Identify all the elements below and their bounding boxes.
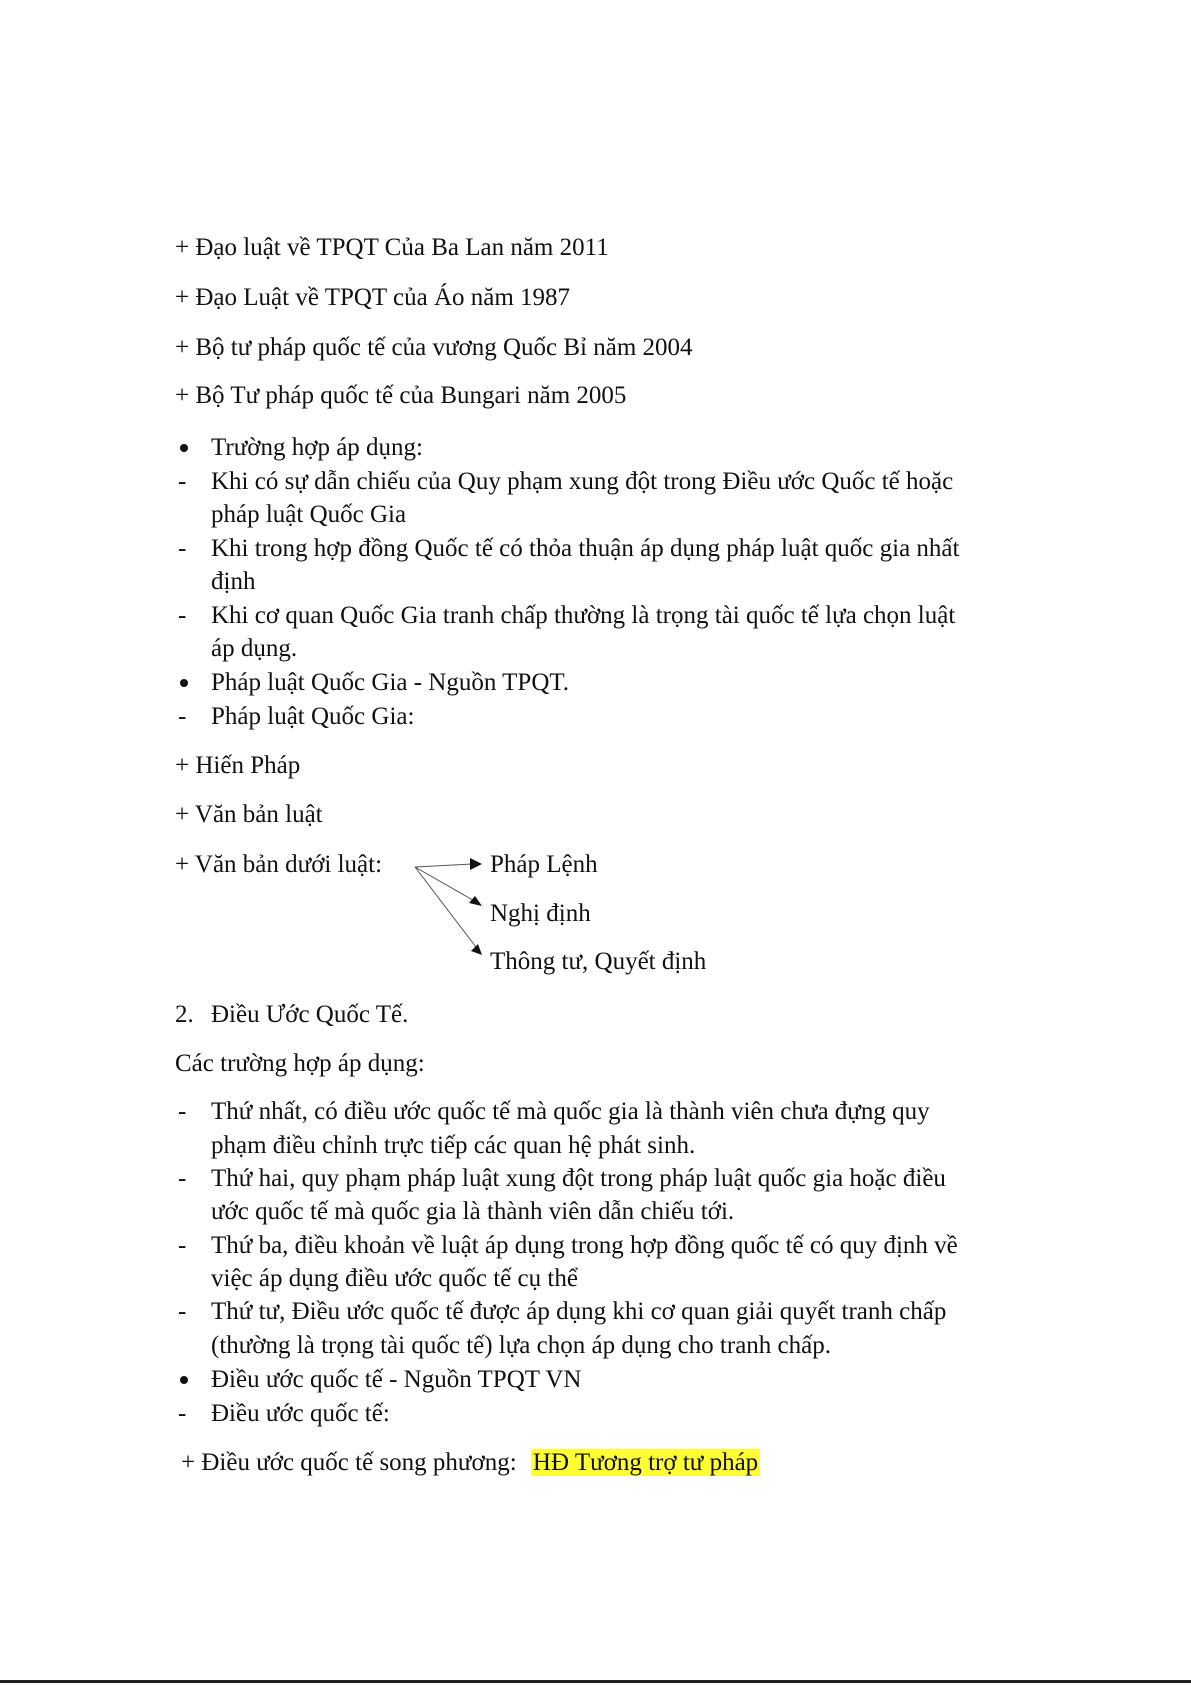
dash-marker: - <box>178 1298 187 1325</box>
law-item-austria: + Đạo Luật về TPQT của Áo năm 1987 <box>175 284 571 311</box>
highlighted-agreement: HĐ Tương trợ tư pháp <box>532 1449 759 1476</box>
target-decree: Nghị định <box>490 900 591 927</box>
dash-marker: - <box>178 535 187 562</box>
sub-law-item: + Văn bản dưới luật: <box>175 851 383 878</box>
case-1-line-2: pháp luật Quốc Gia <box>211 501 407 528</box>
arrowhead-icon <box>469 896 482 906</box>
statute-item: + Văn bản luật <box>175 801 323 828</box>
case-2-line-2: định <box>211 568 256 595</box>
arrow-to-decree <box>415 867 478 903</box>
constitution-item: + Hiến Pháp <box>175 752 301 779</box>
law-item-belgium: + Bộ tư pháp quốc tế của vương Quốc Bỉ năm 2004 <box>175 334 693 361</box>
section-title: Điều Ước Quốc Tế. <box>211 1001 409 1028</box>
national-law-heading: Pháp luật Quốc Gia - Nguồn TPQT. <box>211 669 570 696</box>
case-3-line-1: Khi cơ quan Quốc Gia tranh chấp thường là trọng tài quốc tế lựa chọn luật <box>211 602 956 629</box>
arrow-to-ordinance <box>415 864 472 867</box>
treaty-cases-heading: Các trường hợp áp dụng: <box>175 1050 425 1077</box>
dash-marker: - <box>178 602 187 629</box>
treaty-case-2-line-2: ước quốc tế mà quốc gia là thành viên dẫn chiếu tới. <box>211 1198 735 1225</box>
dash-marker: - <box>178 1400 187 1427</box>
dash-marker: - <box>178 468 187 495</box>
arrowhead-icon <box>470 858 482 870</box>
page-bottom-rule <box>0 1680 1191 1683</box>
dash-marker: - <box>178 703 187 730</box>
cases-heading: Trường hợp áp dụng: <box>211 434 423 461</box>
dash-marker: - <box>178 1232 187 1259</box>
bilateral-treaty-line <box>181 1448 760 1478</box>
case-2-line-1: Khi trong hợp đồng Quốc tế có thỏa thuận áp dụng pháp luật quốc gia nhất <box>211 535 960 562</box>
treaty-case-4-line-1: Thứ tư, Điều ước quốc tế được áp dụng khi cơ quan giải quyết tranh chấp <box>211 1298 947 1325</box>
treaty-case-2-line-1: Thứ hai, quy phạm pháp luật xung đột trong pháp luật quốc gia hoặc điều <box>211 1165 946 1192</box>
law-item-bulgaria: + Bộ Tư pháp quốc tế của Bungari năm 2005 <box>175 382 627 409</box>
dash-marker: - <box>178 1165 187 1192</box>
dash-marker: - <box>178 1098 187 1125</box>
case-1-line-1: Khi có sự dẫn chiếu của Quy phạm xung đột trong Điều ước Quốc tế hoặc <box>211 468 954 495</box>
bilateral-label: + Điều ước quốc tế song phương: <box>181 1449 517 1476</box>
treaty-case-1-line-1: Thứ nhất, có điều ước quốc tế mà quốc gia là thành viên chưa đựng quy <box>211 1098 930 1125</box>
target-ordinance: Pháp Lệnh <box>490 851 598 878</box>
national-law-sub: Pháp luật Quốc Gia: <box>211 703 415 730</box>
treaty-case-1-line-2: phạm điều chỉnh trực tiếp các quan hệ phát sinh. <box>211 1132 696 1159</box>
treaty-source-sub: Điều ước quốc tế: <box>211 1400 390 1427</box>
arrow-to-circular <box>415 867 479 951</box>
case-3-line-2: áp dụng. <box>211 635 298 662</box>
treaty-case-3-line-2: việc áp dụng điều ước quốc tế cụ thể <box>211 1265 578 1292</box>
treaty-case-4-line-2: (thường là trọng tài quốc tế) lựa chọn áp dụng cho tranh chấp. <box>211 1332 831 1359</box>
law-item-poland: + Đạo luật về TPQT Của Ba Lan năm 2011 <box>175 234 609 261</box>
treaty-case-3-line-1: Thứ ba, điều khoản về luật áp dụng trong hợp đồng quốc tế có quy định về <box>211 1232 958 1259</box>
treaty-source-heading: Điều ước quốc tế - Nguồn TPQT VN <box>211 1366 582 1393</box>
section-number: 2. <box>175 1001 194 1028</box>
arrowhead-icon <box>471 944 482 955</box>
bullet-icon <box>180 1376 188 1384</box>
target-circular: Thông tư, Quyết định <box>490 948 707 975</box>
